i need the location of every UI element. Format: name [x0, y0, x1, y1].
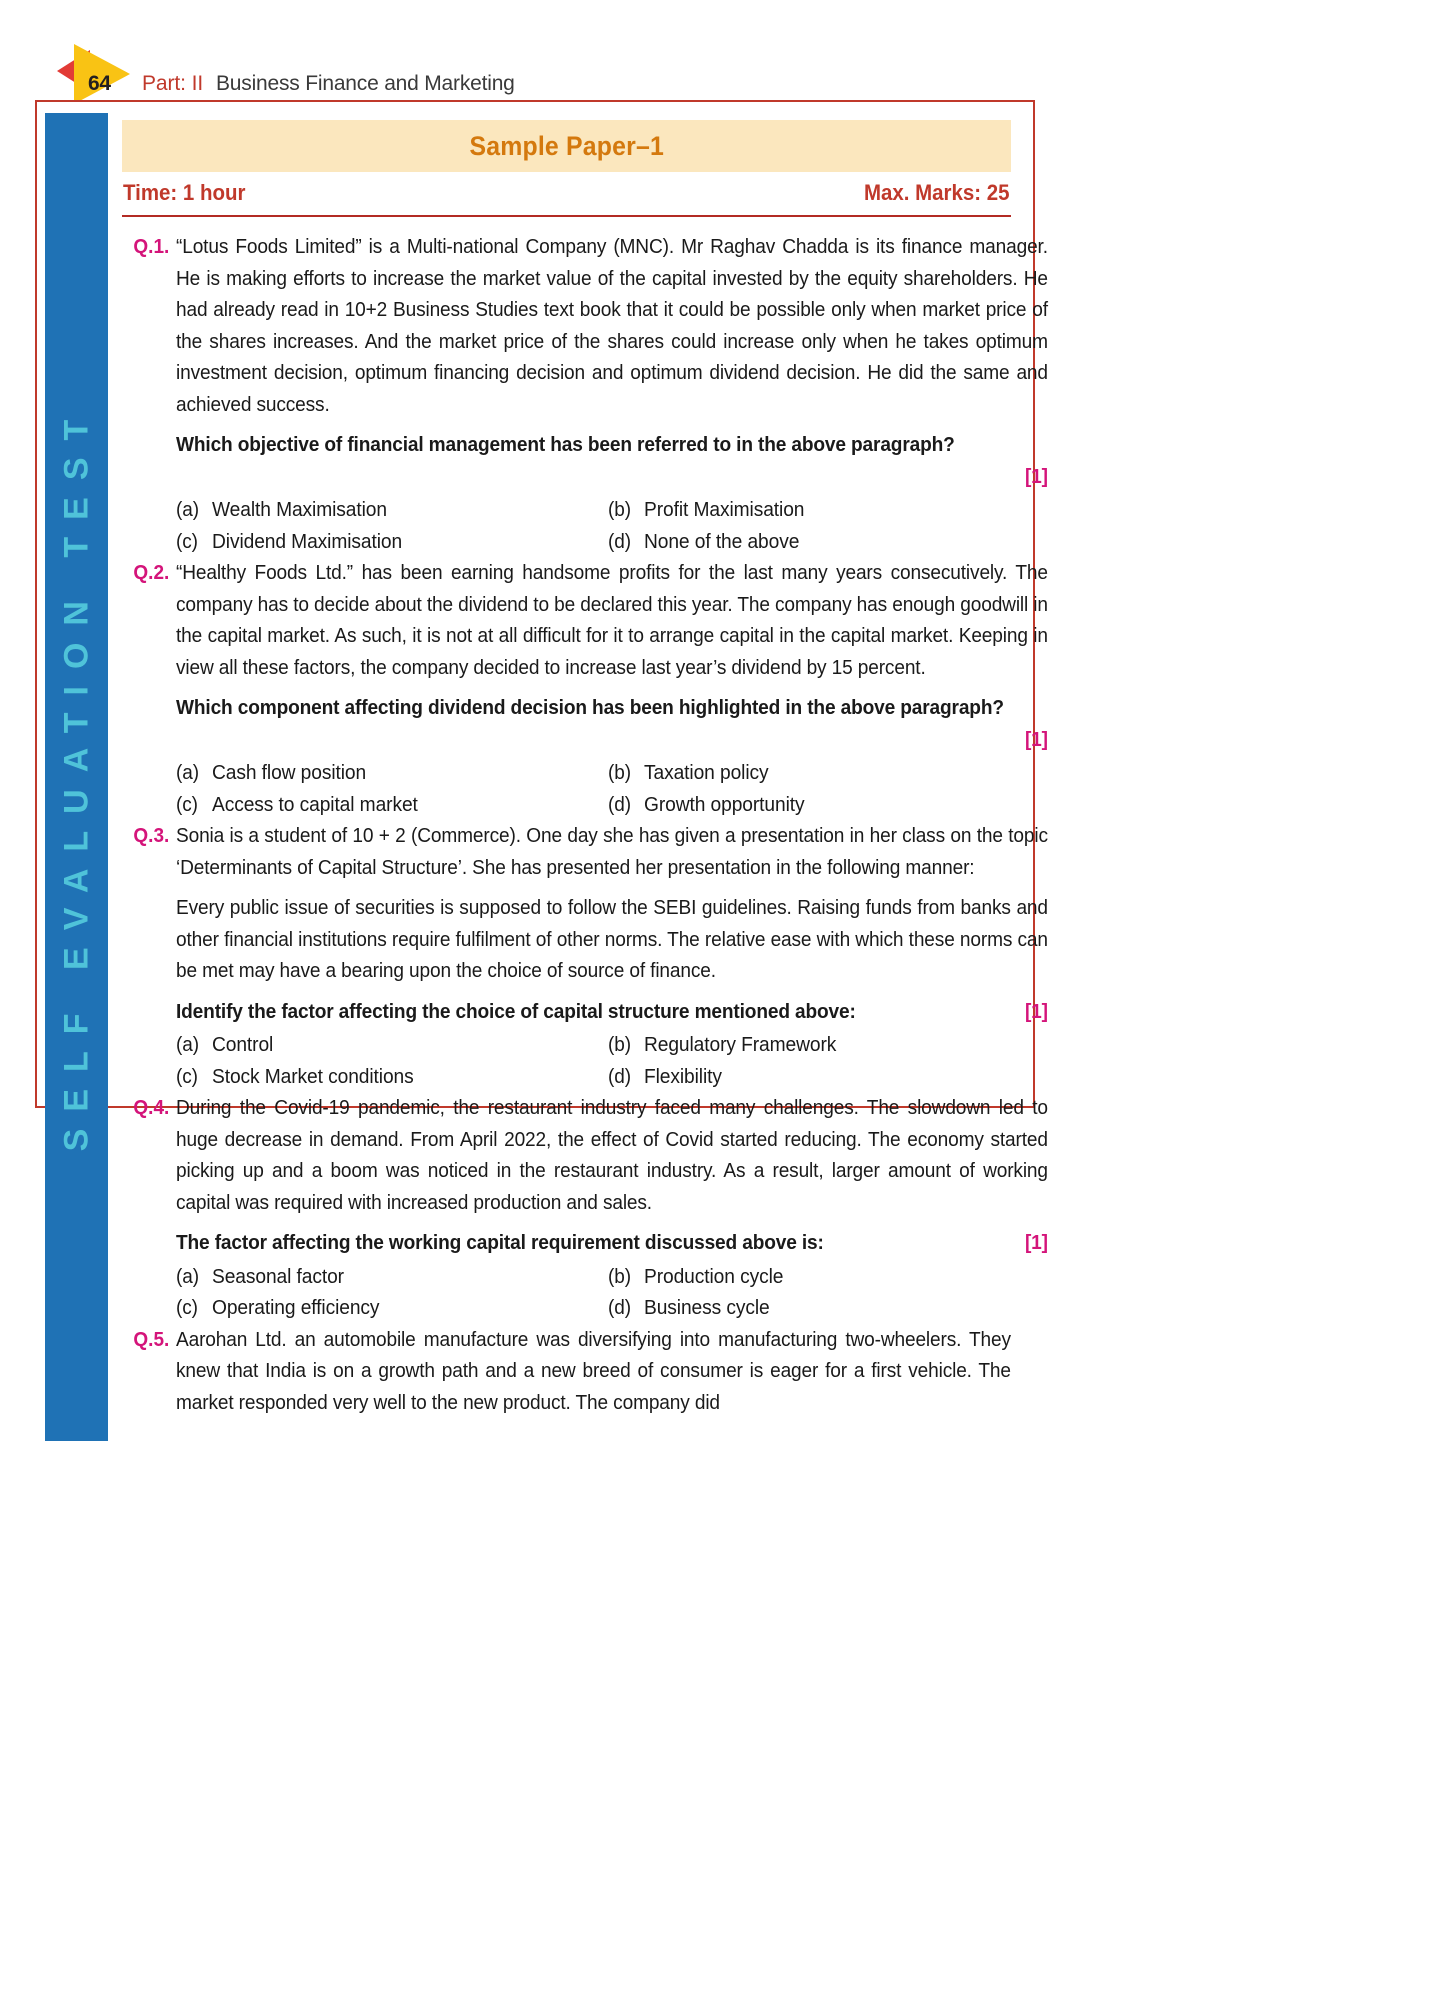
option-item[interactable] — [176, 1262, 608, 1294]
page-header — [0, 0, 1445, 100]
side-tab-self-evaluation-test — [45, 113, 108, 1441]
option-text: Business cycle — [644, 1297, 770, 1319]
option-item[interactable] — [608, 527, 1048, 559]
option-item[interactable] — [608, 495, 1048, 527]
option-text: Flexibility — [644, 1065, 722, 1088]
option-item[interactable] — [608, 758, 1048, 790]
question-marks: [1] — [1024, 1232, 1048, 1254]
option-row — [176, 1262, 1048, 1294]
option-item[interactable] — [176, 1030, 608, 1062]
option-text: Regulatory Framework — [644, 1034, 837, 1056]
question-body — [176, 1093, 1048, 1325]
question-paragraph: During the Covid-19 pandemic, the restaurant industry faced many challenges. The slowdown led to huge decrease in demand. From April 2022, the effect of Covid started reducing. The economy started picking up and a boom was noticed in the restaurant industry. As a result, larger amount of working capital was required with increased production and sales. — [176, 1097, 1048, 1214]
option-key: (c) — [176, 793, 198, 816]
question-prompt — [176, 1228, 1048, 1260]
option-item[interactable] — [608, 1293, 1048, 1325]
question-row — [122, 1093, 1048, 1325]
question-paragraph: Every public issue of securities is supposed to follow the SEBI guidelines. Raising funds from banks and other financial institutions require fulfilment of other norms. The relative ease with which these norms can be met may have a bearing upon the choice of source of finance. — [176, 897, 1048, 982]
question-label: Q.2. — [133, 562, 170, 584]
option-key: (b) — [608, 499, 631, 521]
option-key: (d) — [608, 530, 631, 553]
question-row — [122, 558, 1048, 821]
question-block — [122, 1093, 1048, 1325]
question-prompt-text: The factor affecting the working capital requirement discussed above is: — [176, 1232, 824, 1254]
question-row — [122, 232, 1048, 558]
option-key: (d) — [608, 793, 631, 816]
option-item[interactable] — [608, 1062, 1048, 1094]
question-row — [122, 821, 1048, 1093]
question-label: Q.3. — [133, 825, 170, 847]
question-prompt-text: Identify the factor affecting the choice of capital structure mentioned above: — [176, 1000, 856, 1023]
question-prompt-text: Which component affecting dividend decision has been highlighted in the above paragraph? — [176, 697, 1004, 719]
question-block — [122, 821, 1048, 1093]
page-number: 64 — [88, 72, 111, 95]
question-paragraph: “Healthy Foods Ltd.” has been earning handsome profits for the last many years consecutively. The company has to decide about the dividend to be declared this year. The company has enough goodwill in the capital market. As such, it is not at all difficult for it to arrange capital in the capital market. Keeping in view all these factors, the company decided to increase last year’s dividend by 15 percent. — [176, 562, 1048, 679]
option-text: Stock Market conditions — [212, 1065, 414, 1088]
question-marks-line — [176, 462, 1048, 494]
question-block — [122, 232, 1048, 558]
sample-paper-title-band — [122, 120, 1011, 172]
option-text: Access to capital market — [212, 793, 418, 816]
option-key: (b) — [608, 1265, 631, 1288]
question-body — [176, 558, 1048, 821]
header-subject-label: Business Finance and Marketing — [216, 72, 515, 95]
option-text: Cash flow position — [212, 762, 367, 784]
page-title: Sample Paper–1 — [469, 130, 664, 161]
option-item[interactable] — [176, 1062, 608, 1094]
side-tab-label: SELF EVALUATION TEST — [57, 402, 95, 1152]
option-row — [176, 758, 1048, 790]
question-prompt — [176, 693, 1048, 725]
option-text: Profit Maximisation — [644, 499, 805, 521]
max-marks-label: Max. Marks: 25 — [864, 180, 1010, 205]
option-row — [176, 527, 1048, 559]
question-label: Q.1. — [133, 236, 170, 258]
paper-meta-row — [122, 180, 1011, 214]
question-prompt-text: Which objective of financial management has been referred to in the above paragraph? — [176, 434, 955, 456]
option-list — [176, 495, 1048, 558]
option-key: (b) — [608, 1034, 631, 1056]
option-text: Control — [212, 1034, 274, 1056]
question-paragraph: “Lotus Foods Limited” is a Multi-national Company (MNC). Mr Raghav Chadda is its finance manager. He is making efforts to increase the market value of the capital invested by the equity shareholders. He had already read in 10+2 Business Studies text book that it could be possible only when market price of the shares increases. And the market price of the shares could increase only when he takes optimum investment decision, optimum financing decision and optimum dividend decision. He did the same and achieved success. — [176, 236, 1048, 416]
option-key: (a) — [176, 762, 199, 784]
question-body — [176, 1325, 1011, 1420]
option-key: (d) — [608, 1297, 631, 1319]
option-text: Growth opportunity — [644, 793, 805, 816]
option-key: (c) — [176, 530, 198, 553]
option-key: (b) — [608, 762, 631, 784]
time-label: Time: 1 hour — [123, 180, 246, 205]
option-text: Wealth Maximisation — [212, 499, 387, 521]
option-row — [176, 1062, 1048, 1094]
meta-divider — [122, 215, 1011, 217]
option-text: Taxation policy — [644, 762, 769, 784]
option-row — [176, 1293, 1048, 1325]
question-prompt — [176, 430, 1048, 462]
option-item[interactable] — [176, 790, 608, 822]
question-block — [122, 558, 1048, 821]
option-item[interactable] — [176, 527, 608, 559]
question-paragraph: Sonia is a student of 10 + 2 (Commerce). One day she has given a presentation in her class on the topic ‘Determinants of Capital Structure’. She has presented her presentation in the following manner: — [176, 825, 1048, 879]
option-text: Seasonal factor — [212, 1265, 344, 1288]
option-list — [176, 1262, 1048, 1325]
option-item[interactable] — [608, 1262, 1048, 1294]
header-part-label: Part: II — [142, 72, 204, 95]
option-row — [176, 1030, 1048, 1062]
option-row — [176, 790, 1048, 822]
question-prompt — [176, 997, 1048, 1029]
option-row — [176, 495, 1048, 527]
option-item[interactable] — [176, 495, 608, 527]
option-item[interactable] — [608, 1030, 1048, 1062]
question-body — [176, 821, 1048, 1093]
question-row — [122, 1325, 1011, 1420]
option-list — [176, 1030, 1048, 1093]
option-key: (a) — [176, 499, 199, 521]
option-item[interactable] — [176, 1293, 608, 1325]
option-key: (a) — [176, 1265, 199, 1288]
option-text: Production cycle — [644, 1265, 784, 1288]
option-list — [176, 758, 1048, 821]
option-text: Operating efficiency — [212, 1297, 380, 1319]
option-text: Dividend Maximisation — [212, 530, 403, 553]
question-marks: [1] — [1024, 465, 1048, 488]
questions-container — [122, 232, 1048, 1419]
option-key: (c) — [176, 1065, 198, 1088]
option-key: (c) — [176, 1297, 198, 1319]
option-text: None of the above — [644, 530, 800, 553]
question-label: Q.5. — [133, 1328, 170, 1351]
question-label: Q.4. — [133, 1097, 170, 1119]
question-marks: [1] — [1024, 728, 1048, 751]
question-block — [122, 1325, 1011, 1420]
option-item[interactable] — [176, 758, 608, 790]
option-key: (a) — [176, 1034, 199, 1056]
question-paragraph: Aarohan Ltd. an automobile manufacture was diversifying into manufacturing two-wheelers. They knew that India is on a growth path and a new breed of consumer is eager for a first vehicle. The market responded very well to the new product. The company did — [176, 1328, 1011, 1414]
question-marks-line — [176, 725, 1048, 757]
option-key: (d) — [608, 1065, 631, 1088]
question-marks: [1] — [1024, 1000, 1048, 1023]
question-body — [176, 232, 1048, 558]
option-item[interactable] — [608, 790, 1048, 822]
